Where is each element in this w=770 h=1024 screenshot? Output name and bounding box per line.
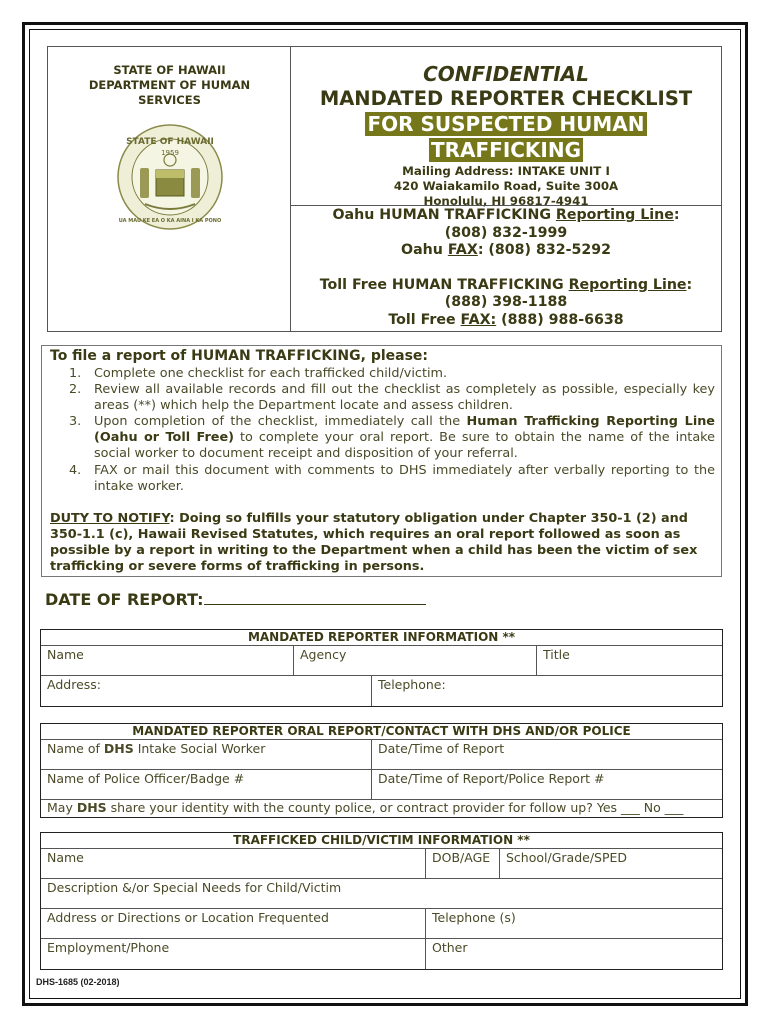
table-caption: TRAFFICKED CHILD/VICTIM INFORMATION ** [41,833,722,849]
dhs-worker-field[interactable]: Name of DHS Intake Social Worker [41,740,372,769]
reporter-info-table [40,629,723,707]
agency-line: DEPARTMENT OF HUMAN [88,78,251,92]
victim-info-table [40,832,723,970]
victim-name-field[interactable]: Name [41,849,426,878]
other-field[interactable]: Other [432,940,468,955]
form-title: MANDATED REPORTER CHECKLIST [319,87,693,110]
title-field[interactable]: Title [543,647,570,662]
form-title-highlight [291,111,721,163]
dob-age-field[interactable]: DOB/AGE [426,849,500,878]
list-item: 4. FAX or mail this document with comments to DHS immediately after verbally reporting to the intake worker. [69,462,715,494]
reporting-lines [291,207,721,329]
seal-bottom-text: UA MAU KE EA O KA AINA I KA PONO [118,218,222,224]
police-report-field[interactable]: Date/Time of Report/Police Report # [378,771,605,786]
oahu-phone: (808) 832-1999 [444,224,568,241]
list-item: 1. Complete one checklist for each trafficked child/victim. [69,366,448,381]
tollfree-fax: Toll Free FAX: (888) 988-6638 [388,311,624,328]
date-of-report [45,590,426,609]
location-field[interactable]: Address or Directions or Location Frequented [41,909,426,938]
police-officer-field[interactable]: Name of Police Officer/Badge # [41,770,372,799]
address-field[interactable]: Address: [41,676,372,706]
mailing-line: Honolulu, HI 96817-4941 [423,194,589,208]
table-row [41,939,722,969]
telephone-field[interactable]: Telephone: [378,677,446,692]
share-identity-question[interactable]: May DHS share your identity with the county police, or contract provider for follow up? Yes ___ No ___ [47,800,684,815]
header-divider [291,205,721,206]
instructions-list [69,366,715,495]
form-code: DHS-1685 (02-2018) [36,977,120,987]
agency-name [48,63,291,108]
instructions-heading: To file a report of HUMAN TRAFFICKING, please: [50,348,429,364]
oahu-reporting-line: Oahu HUMAN TRAFFICKING Reporting Line: [332,207,680,223]
hawaii-state-seal [115,122,225,232]
mailing-address [291,164,721,209]
agency-field[interactable]: Agency [294,646,537,675]
table-caption: MANDATED REPORTER ORAL REPORT/CONTACT WITH DHS AND/OR POLICE [41,724,722,740]
tollfree-phone: (888) 398-1188 [444,294,568,310]
title-panel [291,47,721,331]
mailing-line: 420 Waiakamilo Road, Suite 300A [393,179,619,193]
report-datetime-field[interactable]: Date/Time of Report [378,741,505,756]
description-field[interactable]: Description &/or Special Needs for Child/Victim [47,880,342,895]
table-row [41,849,722,879]
table-row [41,740,722,770]
name-field[interactable]: Name [41,646,294,675]
header-box [47,46,722,332]
table-row [41,879,722,909]
agency-line: SERVICES [138,93,201,107]
seal-top-text: STATE OF HAWAII [126,137,214,147]
tollfree-reporting-line: Toll Free HUMAN TRAFFICKING Reporting Line: [319,276,693,293]
table-caption: MANDATED REPORTER INFORMATION ** [41,630,722,646]
school-grade-field[interactable]: School/Grade/SPED [506,850,628,865]
oral-report-table [40,723,723,818]
table-row [41,909,722,939]
title-highlight-line: TRAFFICKING [430,138,582,162]
oahu-fax: Oahu FAX: (808) 832-5292 [401,242,611,258]
date-of-report-field[interactable] [204,591,426,605]
agency-panel [48,47,291,331]
confidential-label: CONFIDENTIAL [423,62,589,86]
employment-field[interactable]: Employment/Phone [41,939,426,969]
list-item: 3. Upon completion of the checklist, immediately call the Human Trafficking Reporting Line (Oahu or Toll Free) to complete your oral report. Be sure to obtain the name of the intake social worker to document receipt and disposition of your referral. [69,414,715,462]
instructions-box [41,345,722,577]
victim-telephone-field[interactable]: Telephone (s) [432,910,516,925]
mailing-line: Mailing Address: INTAKE UNIT I [402,164,610,178]
table-row [41,770,722,800]
agency-line: STATE OF HAWAII [113,63,226,77]
table-row [41,676,722,706]
list-item: 2. Review all available records and fill out the checklist as completely as possible, especially key areas (**) which help the Department locate and assess children. [69,382,715,414]
duty-to-notify: DUTY TO NOTIFY: Doing so fulfills your statutory obligation under Chapter 350-1 (2) and 350-1.1 (c), Hawaii Revised Statutes, which requires an oral report followed as soon as possible by a report in writing to the Department when a child has been the victim of sex trafficking or severe forms of trafficking in persons. [50,511,698,575]
title-highlight-line: FOR SUSPECTED HUMAN [367,112,645,136]
table-row [41,646,722,676]
date-of-report-label: DATE OF REPORT: [45,590,204,609]
table-row [41,800,722,817]
seal-year: 1959 [161,149,179,157]
